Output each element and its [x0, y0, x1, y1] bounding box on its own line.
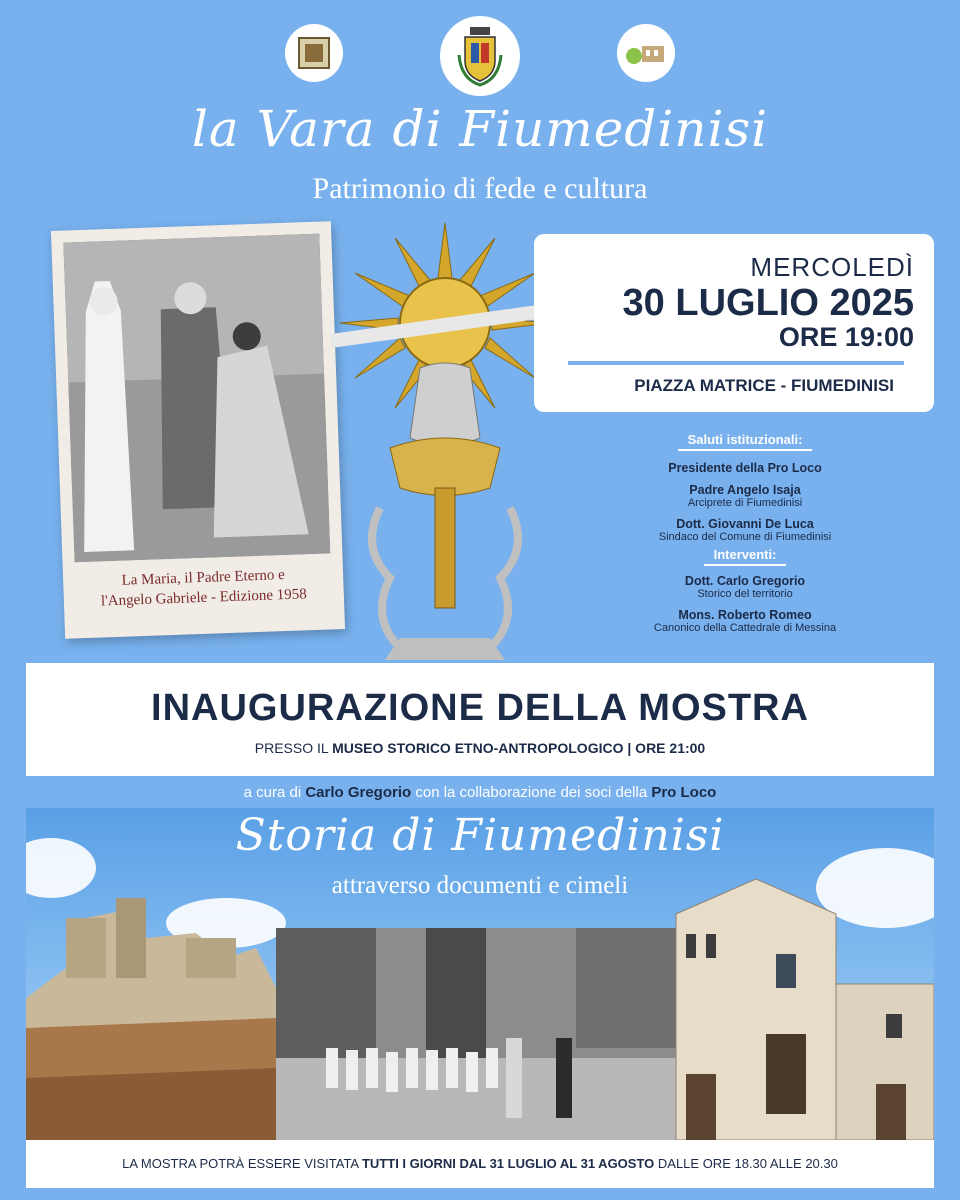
event-info-box — [534, 234, 934, 412]
pro-loco-logo — [285, 24, 343, 82]
event-date: 30 LUGLIO 2025 — [622, 282, 914, 324]
procession-photo — [276, 928, 676, 1140]
main-subtitle: Patrimonio di fede e cultura — [312, 172, 648, 205]
visit-text: LA MOSTRA POTRÀ ESSERE VISITATA — [122, 1156, 362, 1171]
curated-text: con la collaborazione dei soci della — [411, 784, 652, 801]
inauguration-sub-prefix: PRESSO IL — [254, 740, 333, 756]
visit-dates: TUTTI I GIORNI DAL 31 LUGLIO AL 31 AGOSTO — [361, 1156, 655, 1171]
speaker-role: Canonico della Cattedrale di Messina — [653, 622, 837, 634]
village-icon — [624, 38, 668, 68]
vara-monstrance-image — [320, 218, 570, 660]
church-photo — [666, 874, 934, 1140]
program-list — [630, 432, 860, 634]
historic-photo-card — [51, 221, 345, 639]
visit-hours: DALLE ORE 18.30 ALLE 20.30 — [654, 1156, 838, 1171]
curator-name: Carlo Gregorio — [305, 784, 412, 801]
speaker-name: Mons. Roberto Romeo — [678, 608, 812, 622]
main-title: la Vara di Fiumedinisi — [191, 100, 769, 158]
talks-heading: Interventi: — [704, 547, 787, 566]
emblem-icon — [296, 35, 332, 71]
speaker-name: Dott. Carlo Gregorio — [684, 574, 806, 588]
speaker-role: Arciprete di Fiumedinisi — [687, 497, 803, 509]
speaker-name: Padre Angelo Isaja — [689, 483, 801, 497]
historic-photo — [63, 234, 330, 563]
partner-logo — [617, 24, 675, 82]
caption-line-2: l'Angelo Gabriele - Edizione 1958 — [100, 586, 308, 610]
visit-info-bar — [26, 1140, 934, 1188]
curated-text: a cura di — [243, 784, 306, 801]
speaker-name: Presidente della Pro Loco — [668, 461, 822, 475]
castle-ruins-photo — [26, 878, 276, 1140]
event-day: MERCOLEDÌ — [750, 252, 914, 282]
partner-name: Pro Loco — [651, 784, 717, 801]
speaker-name: Dott. Giovanni De Luca — [676, 517, 814, 531]
inauguration-banner — [26, 663, 934, 776]
curated-by-line — [0, 784, 960, 801]
divider — [568, 361, 904, 365]
speaker-role: Sindaco del Comune di Fiumedinisi — [658, 531, 832, 543]
crest-icon — [455, 25, 505, 87]
caption-line-1: La Maria, il Padre Eterno e — [121, 567, 286, 589]
inauguration-sub-bold: MUSEO STORICO ETNO-ANTROPOLOGICO | ORE 21:00 — [332, 740, 706, 756]
exhibit-title: Storia di Fiumedinisi — [235, 810, 725, 861]
event-place: PIAZZA MATRICE - FIUMEDINISI — [634, 376, 894, 395]
inauguration-title: INAUGURAZIONE DELLA MOSTRA — [151, 687, 809, 729]
event-time: ORE 19:00 — [778, 322, 914, 352]
inauguration-subtitle — [26, 740, 934, 756]
photo-caption — [75, 563, 332, 612]
speaker-role: Storico del territorio — [697, 588, 793, 600]
municipality-crest — [440, 16, 520, 96]
greetings-heading: Saluti istituzionali: — [678, 432, 813, 451]
exhibit-subtitle: attraverso documenti e cimeli — [331, 872, 629, 899]
